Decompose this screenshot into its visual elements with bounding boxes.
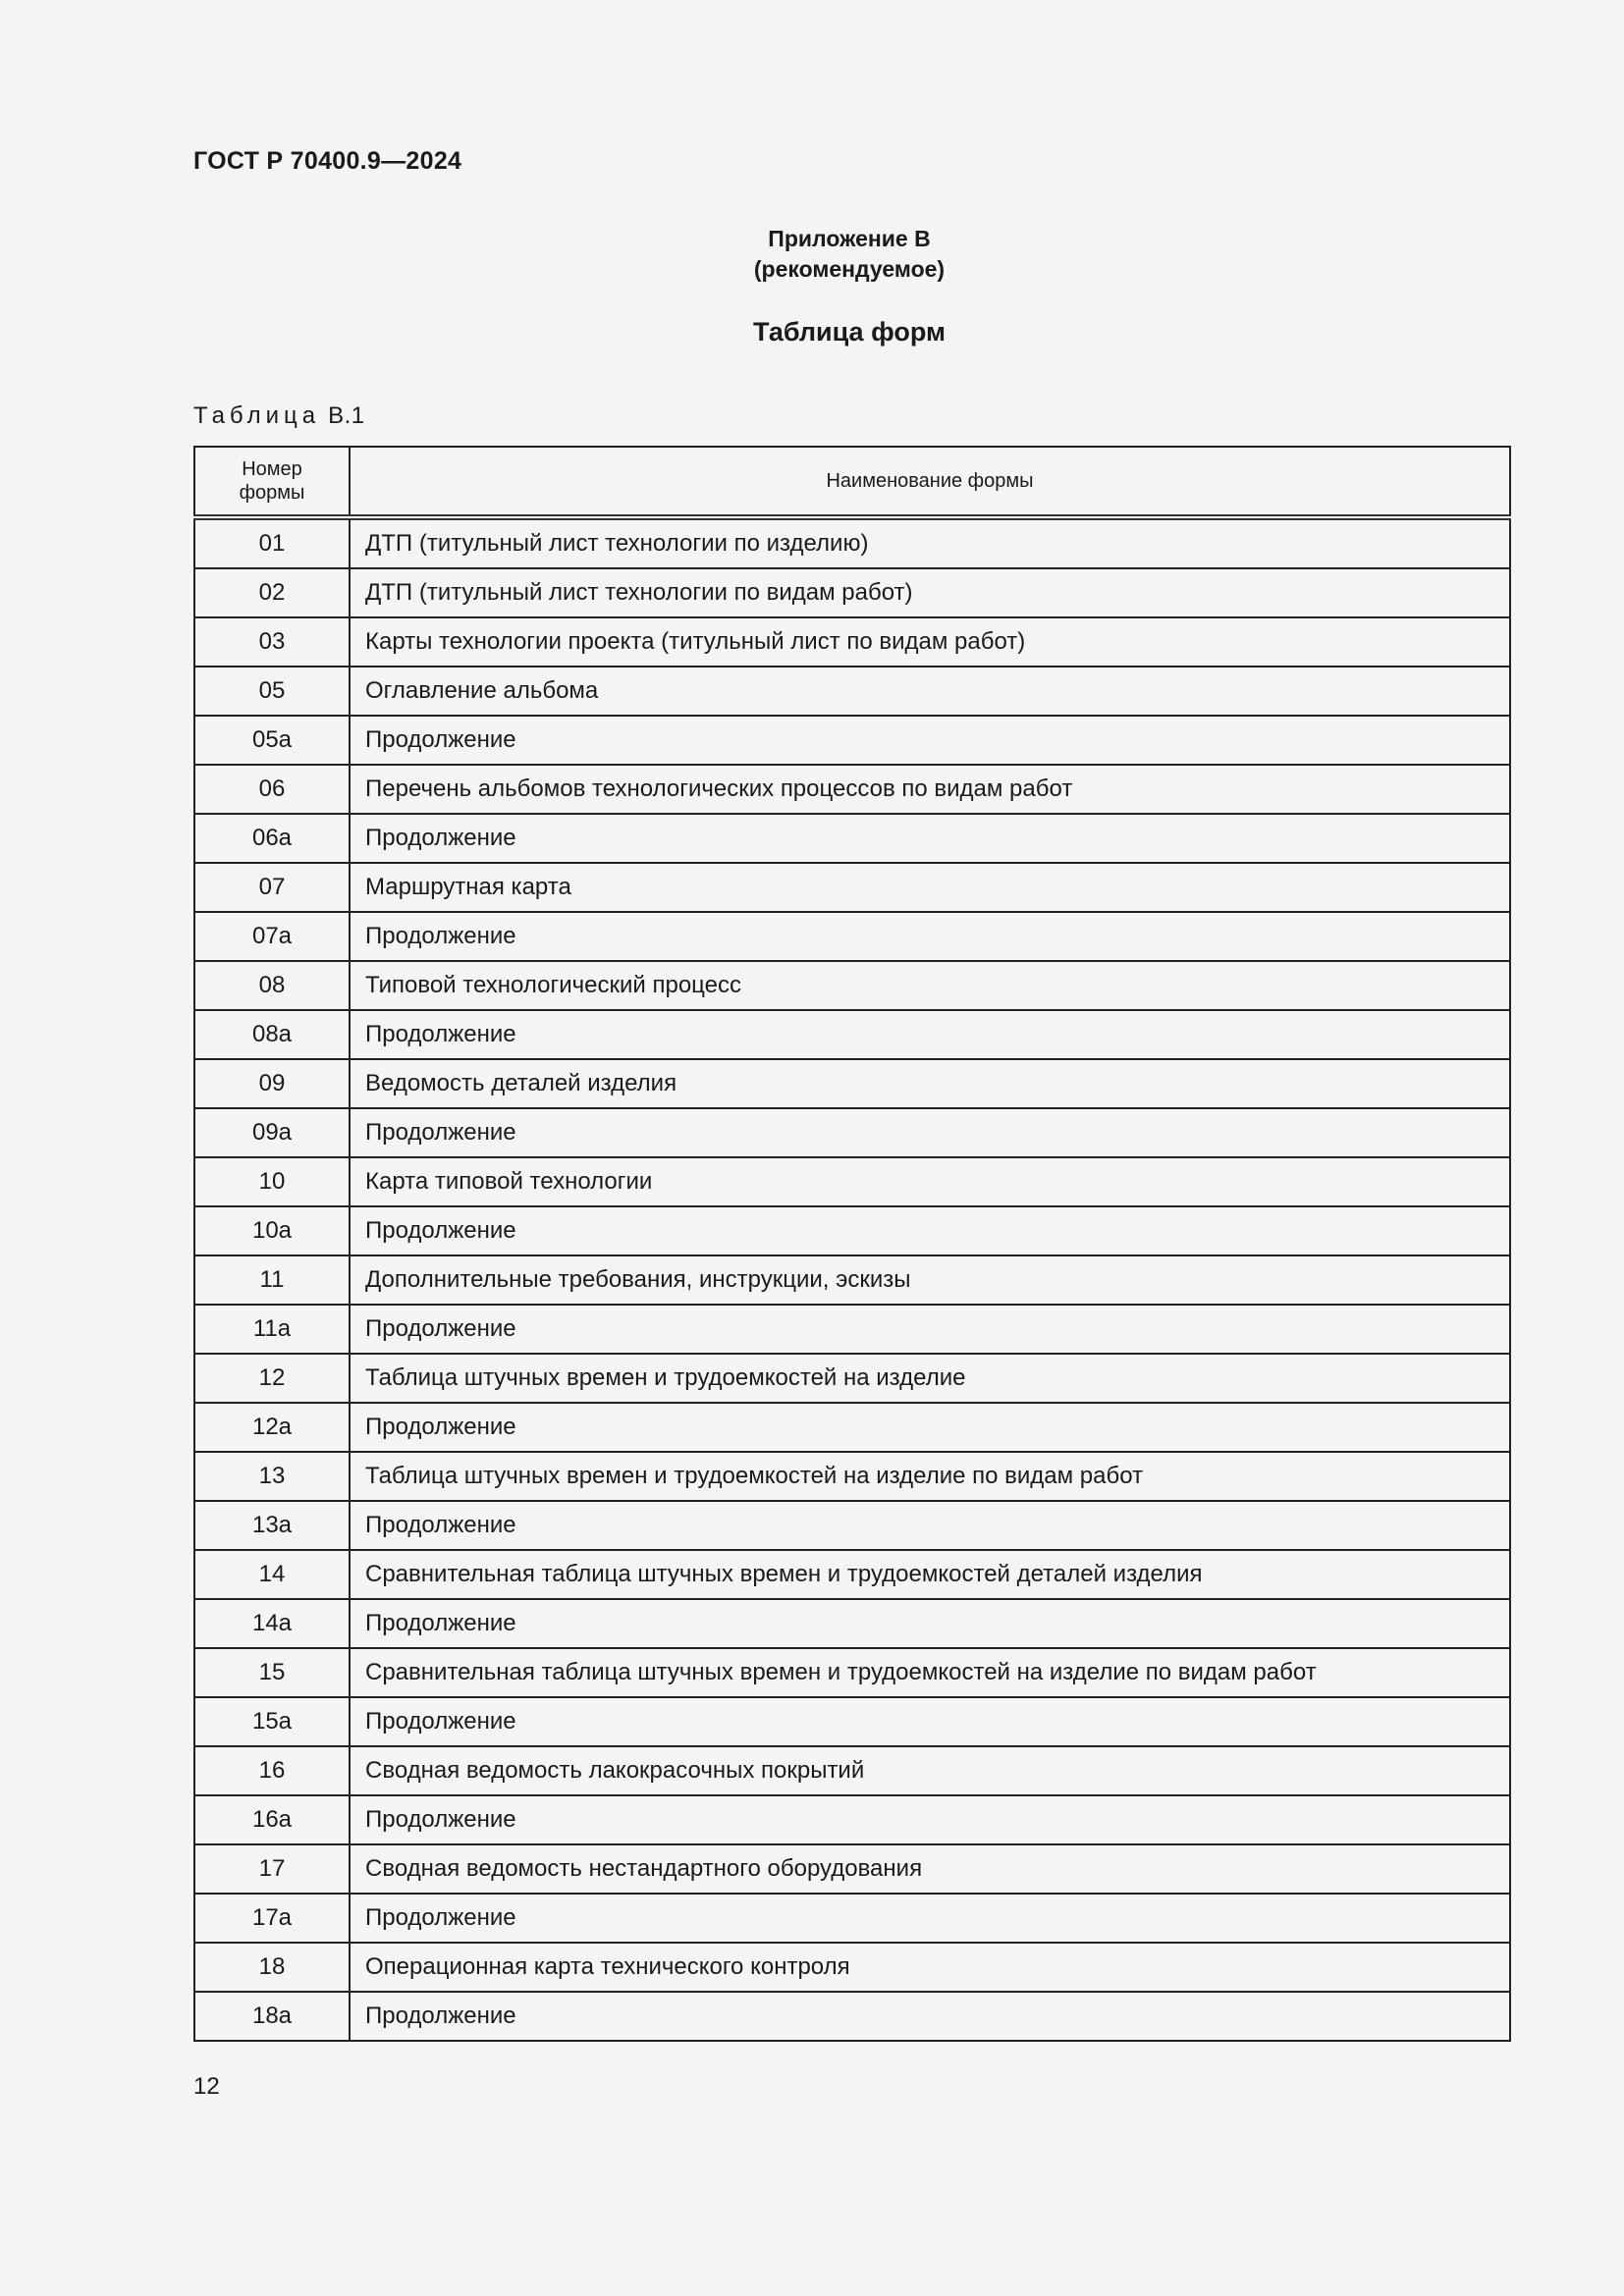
form-name-cell: Карты технологии проекта (титульный лист по видам работ)	[350, 617, 1510, 667]
table-row	[194, 1452, 1510, 1501]
form-number-cell: 12	[194, 1354, 350, 1403]
form-name-cell: Продолжение	[350, 814, 1510, 863]
table-row	[194, 667, 1510, 716]
table-row	[194, 1599, 1510, 1648]
table-row	[194, 1746, 1510, 1795]
table-row	[194, 517, 1510, 568]
header-form-number	[194, 447, 350, 517]
table-row	[194, 1206, 1510, 1255]
table-caption	[193, 402, 365, 430]
table-row	[194, 765, 1510, 814]
form-number-cell: 12а	[194, 1403, 350, 1452]
form-name-cell: Оглавление альбома	[350, 667, 1510, 716]
form-name-cell: Продолжение	[350, 1894, 1510, 1943]
table-row	[194, 1010, 1510, 1059]
form-number-cell: 07	[194, 863, 350, 912]
form-name-cell: Продолжение	[350, 1010, 1510, 1059]
table-row	[194, 568, 1510, 617]
form-number-cell: 03	[194, 617, 350, 667]
table-row	[194, 863, 1510, 912]
table-row	[194, 1648, 1510, 1697]
form-name-cell: Продолжение	[350, 1992, 1510, 2041]
form-number-cell: 17а	[194, 1894, 350, 1943]
table-row	[194, 1157, 1510, 1206]
form-name-cell: ДТП (титульный лист технологии по изделию)	[350, 517, 1510, 568]
form-number-cell: 08а	[194, 1010, 350, 1059]
form-name-cell: Продолжение	[350, 1403, 1510, 1452]
form-number-cell: 10	[194, 1157, 350, 1206]
table-row	[194, 961, 1510, 1010]
form-number-cell: 06	[194, 765, 350, 814]
form-name-cell: Операционная карта технического контроля	[350, 1943, 1510, 1992]
table-row	[194, 1550, 1510, 1599]
form-number-cell: 06а	[194, 814, 350, 863]
form-name-cell: Продолжение	[350, 1599, 1510, 1648]
form-number-cell: 13а	[194, 1501, 350, 1550]
table-row	[194, 617, 1510, 667]
table-row	[194, 1943, 1510, 1992]
form-name-cell: Продолжение	[350, 912, 1510, 961]
table-row	[194, 716, 1510, 765]
form-number-cell: 15а	[194, 1697, 350, 1746]
form-name-cell: Перечень альбомов технологических процессов по видам работ	[350, 765, 1510, 814]
form-name-cell: Сравнительная таблица штучных времен и трудоемкостей деталей изделия	[350, 1550, 1510, 1599]
form-number-cell: 11	[194, 1255, 350, 1305]
form-name-cell: ДТП (титульный лист технологии по видам работ)	[350, 568, 1510, 617]
form-number-cell: 18а	[194, 1992, 350, 2041]
document-code: ГОСТ Р 70400.9—2024	[193, 147, 462, 175]
forms-table	[193, 446, 1511, 2042]
form-number-cell: 09а	[194, 1108, 350, 1157]
form-number-cell: 13	[194, 1452, 350, 1501]
header-form-number-label: Номер формы	[239, 458, 305, 504]
form-number-cell: 01	[194, 517, 350, 568]
form-number-cell: 11а	[194, 1305, 350, 1354]
form-number-cell: 16а	[194, 1795, 350, 1844]
table-body	[194, 517, 1510, 2041]
table-row	[194, 1795, 1510, 1844]
form-name-cell: Ведомость деталей изделия	[350, 1059, 1510, 1108]
form-name-cell: Сводная ведомость нестандартного оборудования	[350, 1844, 1510, 1894]
table-row	[194, 1255, 1510, 1305]
header-form-name: Наименование формы	[350, 447, 1510, 517]
form-number-cell: 17	[194, 1844, 350, 1894]
form-number-cell: 08	[194, 961, 350, 1010]
table-row	[194, 1108, 1510, 1157]
table-row	[194, 1894, 1510, 1943]
table-row	[194, 814, 1510, 863]
form-number-cell: 16	[194, 1746, 350, 1795]
table-caption-word: Таблица	[193, 402, 321, 429]
form-name-cell: Продолжение	[350, 1206, 1510, 1255]
form-name-cell: Типовой технологический процесс	[350, 961, 1510, 1010]
table-row	[194, 1697, 1510, 1746]
form-number-cell: 05	[194, 667, 350, 716]
form-number-cell: 18	[194, 1943, 350, 1992]
table-row	[194, 1844, 1510, 1894]
form-name-cell: Таблица штучных времен и трудоемкостей на изделие по видам работ	[350, 1452, 1510, 1501]
appendix-title: Приложение В	[768, 226, 931, 251]
form-number-cell: 15	[194, 1648, 350, 1697]
form-name-cell: Маршрутная карта	[350, 863, 1510, 912]
form-name-cell: Сводная ведомость лакокрасочных покрытий	[350, 1746, 1510, 1795]
table-row	[194, 1059, 1510, 1108]
form-name-cell: Сравнительная таблица штучных времен и трудоемкостей на изделие по видам работ	[350, 1648, 1510, 1697]
form-number-cell: 09	[194, 1059, 350, 1108]
table-row	[194, 1501, 1510, 1550]
appendix-name: Таблица форм	[753, 317, 946, 347]
form-name-cell: Продолжение	[350, 1108, 1510, 1157]
table-header-row	[194, 447, 1510, 517]
table-caption-number: В.1	[328, 402, 365, 429]
table-row	[194, 1403, 1510, 1452]
form-number-cell: 05а	[194, 716, 350, 765]
form-number-cell: 02	[194, 568, 350, 617]
form-name-cell: Продолжение	[350, 716, 1510, 765]
form-name-cell: Карта типовой технологии	[350, 1157, 1510, 1206]
form-number-cell: 07а	[194, 912, 350, 961]
page-number: 12	[193, 2073, 220, 2100]
appendix-subtitle: (рекомендуемое)	[753, 256, 946, 282]
table-row	[194, 912, 1510, 961]
form-number-cell: 14а	[194, 1599, 350, 1648]
form-number-cell: 14	[194, 1550, 350, 1599]
form-name-cell: Продолжение	[350, 1501, 1510, 1550]
table-row	[194, 1354, 1510, 1403]
table-row	[194, 1992, 1510, 2041]
form-name-cell: Продолжение	[350, 1305, 1510, 1354]
form-name-cell: Продолжение	[350, 1697, 1510, 1746]
form-number-cell: 10а	[194, 1206, 350, 1255]
table-row	[194, 1305, 1510, 1354]
form-name-cell: Продолжение	[350, 1795, 1510, 1844]
form-name-cell: Дополнительные требования, инструкции, эскизы	[350, 1255, 1510, 1305]
form-name-cell: Таблица штучных времен и трудоемкостей на изделие	[350, 1354, 1510, 1403]
